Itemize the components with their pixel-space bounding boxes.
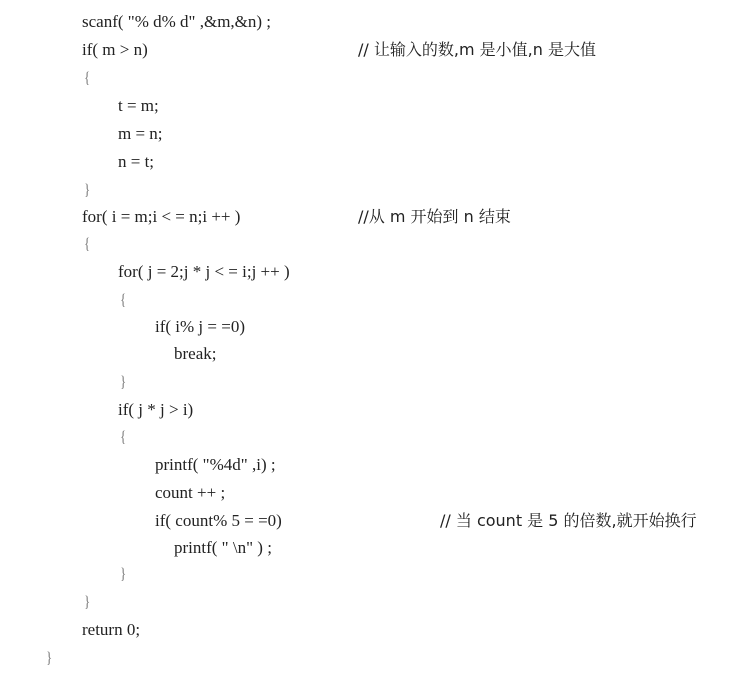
code-line: if( count% 5 = =0): [155, 511, 282, 530]
code-comment: //从 m 开始到 n 结束: [358, 207, 511, 226]
code-line: {: [84, 234, 91, 253]
code-line: if( i% j = =0): [155, 317, 245, 336]
code-line: for( i = m;i < = n;i ++ ): [82, 207, 241, 226]
code-line: }: [120, 564, 127, 583]
code-comment: // 让输入的数,m 是小值,n 是大值: [358, 40, 596, 59]
code-line: for( j = 2;j * j < = i;j ++ ): [118, 262, 290, 281]
code-line: t = m;: [118, 96, 159, 115]
code-line: }: [84, 180, 91, 199]
code-line: {: [84, 68, 91, 87]
code-line: }: [46, 648, 53, 667]
code-line: return 0;: [82, 620, 141, 639]
code-line: if( m > n): [82, 40, 148, 59]
code-comment: // 当 count 是 5 的倍数,就开始换行: [440, 511, 697, 530]
code-line: }: [120, 372, 127, 391]
code-line: break;: [174, 344, 217, 363]
code-line: m = n;: [118, 124, 163, 143]
code-line: {: [120, 427, 127, 446]
code-line: if( j * j > i): [118, 400, 194, 419]
code-line: printf( "%4d" ,i) ;: [155, 455, 276, 474]
code-line: scanf( "% d% d" ,&m,&n) ;: [82, 12, 272, 31]
code-line: count ++ ;: [155, 483, 226, 502]
code-line: }: [84, 592, 91, 611]
code-line: {: [120, 290, 127, 309]
code-line: printf( " \n" ) ;: [174, 538, 272, 557]
code-line: n = t;: [118, 152, 155, 171]
